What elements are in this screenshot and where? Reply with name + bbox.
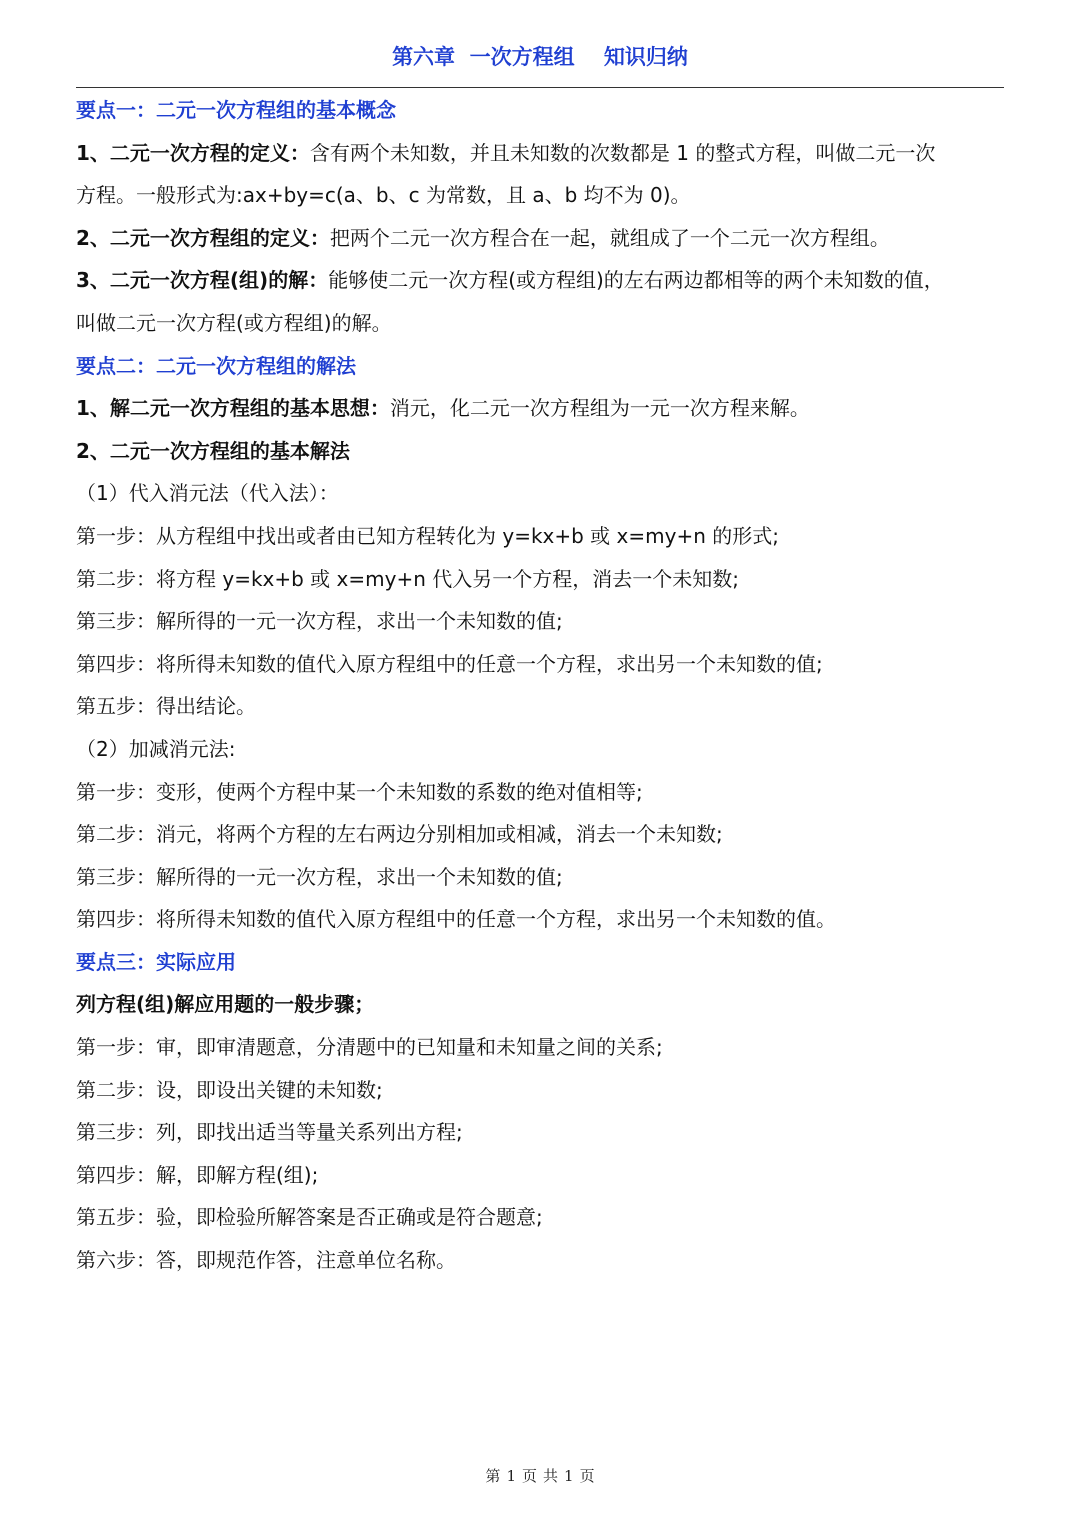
subheading-general-steps: 列方程(组)解应用题的一般步骤；	[76, 992, 375, 1017]
paragraph-definition-system	[76, 217, 1011, 260]
page-number: 1	[506, 1467, 516, 1485]
paragraph-basic-idea	[76, 387, 1011, 430]
step-line: 第二步：设，即设出关键的未知数;	[76, 1077, 383, 1102]
document-body	[76, 89, 1011, 1282]
step-line: 第三步：解所得的一元一次方程，求出一个未知数的值;	[76, 609, 563, 634]
section-heading-2: 要点二：二元一次方程组的解法	[76, 353, 356, 378]
step-line: 第五步：得出结论。	[76, 694, 256, 719]
step-line: 第一步：变形，使两个方程中某一个未知数的系数的绝对值相等;	[76, 779, 643, 804]
total-pages: 1	[564, 1467, 574, 1485]
term-label: 1、二元一次方程的定义：	[76, 140, 310, 165]
step-line: 第二步：将方程 y=kx+b 或 x=my+n 代入另一个方程，消去一个未知数;	[76, 566, 739, 591]
footer-word: 页	[521, 1467, 537, 1485]
method-title-substitution: （1）代入消元法（代入法）：	[76, 481, 339, 506]
step-line: 第一步：从方程组中找出或者由已知方程转化为 y=kx+b 或 x=my+n 的形式;	[76, 523, 779, 548]
paragraph-text: 含有两个未知数，并且未知数的次数都是 1 的整式方程，叫做二元一次	[309, 140, 936, 165]
footer-word: 页	[579, 1467, 595, 1485]
paragraph-definition-equation	[76, 132, 1011, 175]
step-line: 第六步：答，即规范作答，注意单位名称。	[76, 1248, 456, 1273]
subheading-basic-methods: 2、二元一次方程组的基本解法	[76, 438, 350, 463]
term-label: 2、二元一次方程组的定义：	[76, 225, 330, 250]
term-label: 3、二元一次方程(组)的解：	[76, 268, 329, 293]
footer-word: 共	[543, 1467, 559, 1485]
step-line: 第三步：解所得的一元一次方程，求出一个未知数的值;	[76, 864, 563, 889]
paragraph-text: 能够使二元一次方程(或方程组)的左右两边都相等的两个未知数的值，	[328, 268, 944, 293]
step-line: 第四步：将所得未知数的值代入原方程组中的任意一个方程，求出另一个未知数的值。	[76, 907, 836, 932]
section-heading-1: 要点一：二元一次方程组的基本概念	[76, 98, 396, 122]
paragraph-text: 把两个二元一次方程合在一起，就组成了一个二元一次方程组。	[329, 225, 890, 250]
method-title-elimination: （2）加减消元法:	[76, 736, 236, 761]
step-line: 第四步：解，即解方程(组);	[76, 1162, 319, 1187]
step-line: 第四步：将所得未知数的值代入原方程组中的任意一个方程，求出另一个未知数的值;	[76, 651, 823, 676]
paragraph-definition-solution	[76, 259, 1011, 302]
header-divider	[76, 87, 1004, 88]
step-line: 第三步：列，即找出适当等量关系列出方程;	[76, 1120, 463, 1145]
paragraph-text: 消元，化二元一次方程组为一元一次方程来解。	[389, 396, 810, 421]
step-line: 第五步：验，即检验所解答案是否正确或是符合题意;	[76, 1205, 543, 1230]
footer-word: 第	[485, 1467, 501, 1485]
page-footer	[0, 1464, 1080, 1488]
paragraph-continuation: 叫做二元一次方程(或方程组)的解。	[76, 310, 392, 335]
paragraph-continuation: 方程。一般形式为:ax+by=c(a、b、c 为常数，且 a、b 均不为 0)。	[76, 183, 691, 208]
step-line: 第一步：审，即审清题意，分清题中的已知量和未知量之间的关系;	[76, 1035, 663, 1060]
step-line: 第二步：消元，将两个方程的左右两边分别相加或相减，消去一个未知数;	[76, 822, 723, 847]
term-label: 1、解二元一次方程组的基本思想：	[76, 396, 390, 421]
page-title: 第六章 一次方程组 知识归纳	[392, 45, 688, 69]
section-heading-3: 要点三：实际应用	[76, 949, 236, 974]
